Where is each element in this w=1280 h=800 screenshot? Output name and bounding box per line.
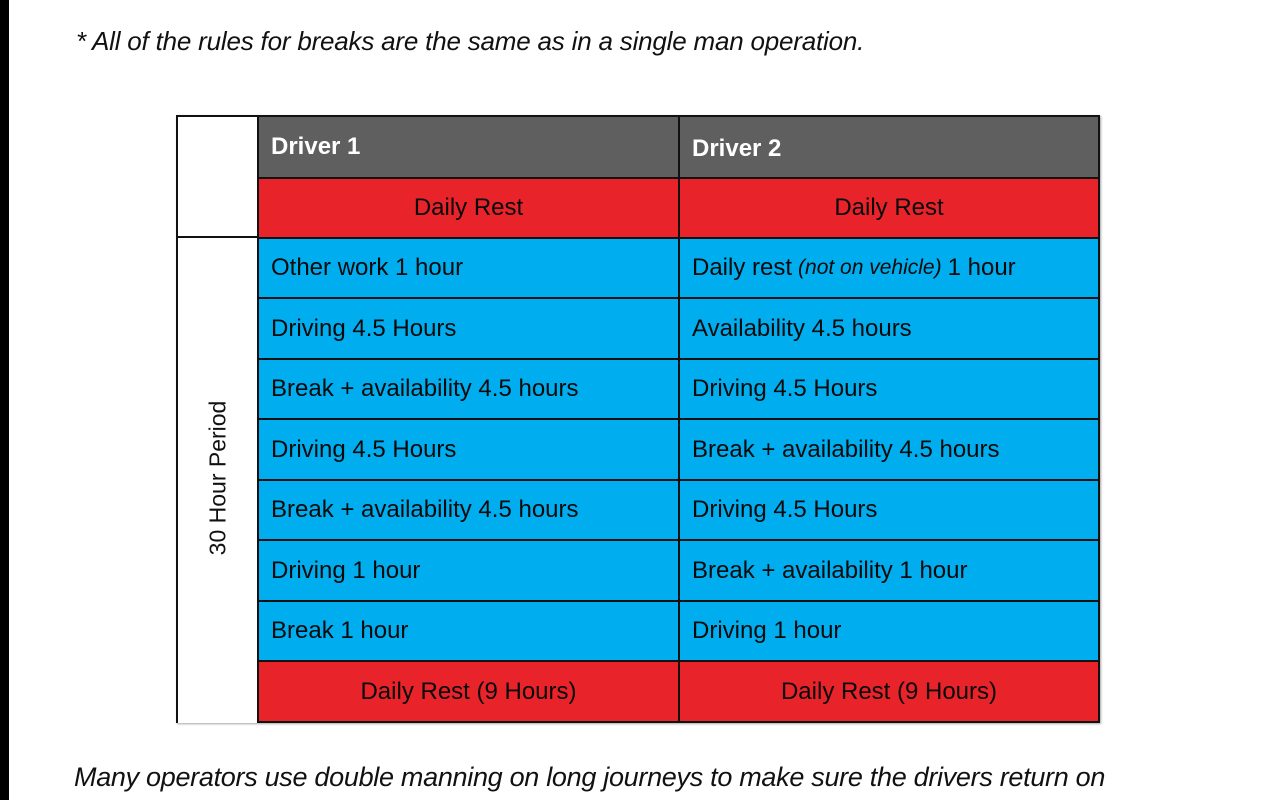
activity-main-text: Daily rest xyxy=(692,254,793,281)
driver-2-activity: Driving 1 hour xyxy=(680,602,1098,662)
driver-1-activity: Break + availability 4.5 hours xyxy=(259,481,680,541)
driver-2-activity: Break + availability 4.5 hours xyxy=(680,420,1098,481)
top-daily-rest-row xyxy=(259,179,1098,239)
driver-1-activity: Break 1 hour xyxy=(259,602,680,662)
activity-italic-note: (not on vehicle) xyxy=(798,256,942,279)
driver-1-daily-rest: Daily Rest xyxy=(259,179,680,239)
table-row xyxy=(259,602,1098,662)
period-label-cell xyxy=(178,238,259,723)
activity-duration: 1 hour xyxy=(947,254,1016,281)
header-row xyxy=(259,117,1098,179)
period-label: 30 Hour Period xyxy=(204,400,231,556)
double-manning-schedule-table xyxy=(176,115,1100,723)
table-row xyxy=(259,360,1098,420)
schedule-grid xyxy=(259,117,1098,721)
table-row xyxy=(259,420,1098,481)
driver-1-activity: Break + availability 4.5 hours xyxy=(259,360,680,420)
driver-1-activity: Driving 1 hour xyxy=(259,541,680,602)
driver-2-activity: Availability 4.5 hours xyxy=(680,299,1098,360)
driver-1-activity: Driving 4.5 Hours xyxy=(259,420,680,481)
table-row xyxy=(259,239,1098,299)
table-row xyxy=(259,541,1098,602)
bottom-daily-rest-row xyxy=(259,662,1098,721)
driver-2-activity: Driving 4.5 Hours xyxy=(680,481,1098,541)
driver-2-activity xyxy=(680,239,1098,299)
driver-2-activity: Break + availability 1 hour xyxy=(680,541,1098,602)
table-row xyxy=(259,481,1098,541)
breaks-note: * All of the rules for breaks are the same as in a single man operation. xyxy=(76,26,865,56)
driver-1-activity: Other work 1 hour xyxy=(259,239,680,299)
left-edge-bar xyxy=(0,0,9,800)
driver-2-activity: Driving 4.5 Hours xyxy=(680,360,1098,420)
driver-2-daily-rest-9h: Daily Rest (9 Hours) xyxy=(680,662,1098,721)
table-row xyxy=(259,299,1098,360)
driver-1-activity: Driving 4.5 Hours xyxy=(259,299,680,360)
header-driver-2: Driver 2 xyxy=(680,117,1098,179)
driver-1-daily-rest-9h: Daily Rest (9 Hours) xyxy=(259,662,680,721)
driver-2-daily-rest: Daily Rest xyxy=(680,179,1098,239)
header-driver-1: Driver 1 xyxy=(259,117,680,179)
double-manning-paragraph: Many operators use double manning on long journeys to make sure the drivers return on xyxy=(74,762,1106,792)
table-corner-cell xyxy=(178,117,259,238)
